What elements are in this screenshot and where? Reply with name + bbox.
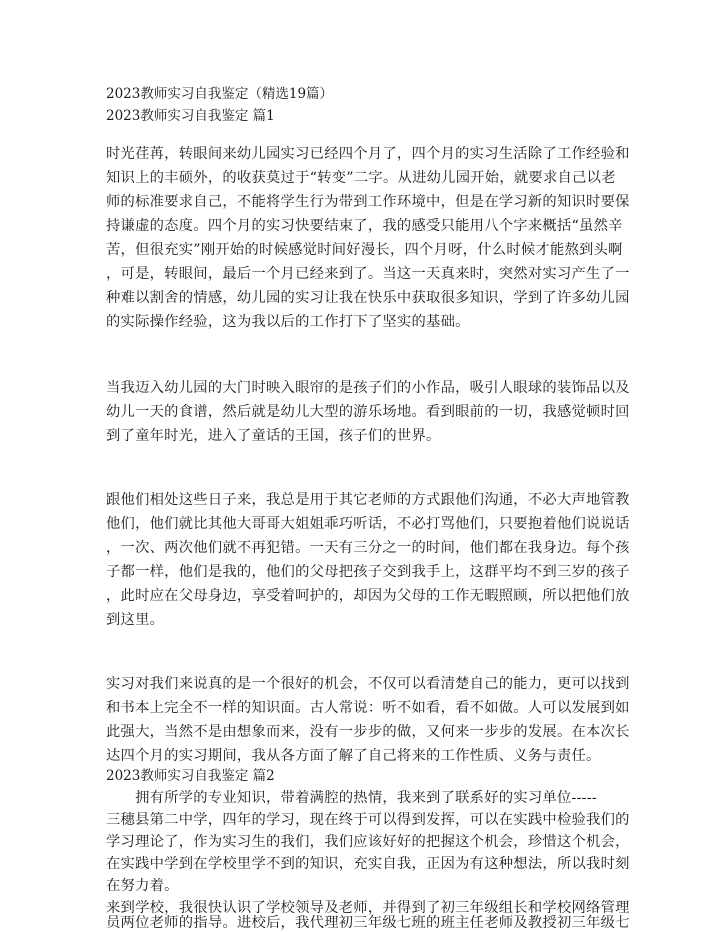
text-line: 知识上的丰硕外，的收获莫过于“转变”二字。从进幼儿园开始，就要求自己以老 [106,170,616,186]
text-line: 子都一样，他们是我的，他们的父母把孩子交到我手上，这群平均不到三岁的孩子 [106,564,630,580]
text-line: 幼儿一天的食谱，然后就是幼儿大型的游乐场地。看到眼前的一切，我感觉顿时回 [106,404,630,420]
text-line: 在实践中学到在学校里学不到的知识，充实自我，正因为有这种想法，所以我时刻 [106,856,630,872]
text-line: 三穗县第二中学，四年的学习，现在终于可以得到发挥，可以在实践中检验我们的 [106,812,630,828]
text-line: 员两位老师的指导。进校后，我代理初三年级七班的班主任老师及教授初三年级七 [106,915,630,931]
text-line: 种难以割舍的情感，幼儿园的实习让我在快乐中获取很多知识，学到了许多幼儿园 [106,290,630,306]
text-line: 到这里。 [106,612,165,628]
document-title: 2023教师实习自我鉴定（精选19篇） [106,86,334,102]
text-line: 在努力着。 [106,878,179,894]
text-line: ，此时应在父母身边，享受着呵护的，却因为父母的工作无暇照顾，所以把他们放 [106,588,630,604]
text-line: 和书本上完全不一样的知识面。古人常说：听不如看，看不如做。人可以发展到如 [106,700,630,716]
text-line: 拥有所学的专业知识，带着满腔的热情，我来到了联系好的实习单位----- [106,790,597,806]
text-line: 持谦虚的态度。四个月的实习快要结束了，我的感受只能用八个字来概括“虽然辛 [106,218,623,234]
text-line: 的实际操作经验，这为我以后的工作打下了坚实的基础。 [106,314,470,330]
section-heading-part2: 2023教师实习自我鉴定 篇2 [106,768,275,784]
text-line: 师的标准要求自己，不能将学生行为带到工作环境中，但是在学习新的知识时要保 [106,194,630,210]
section-heading-part1: 2023教师实习自我鉴定 篇1 [106,108,275,124]
text-line: 时光荏苒，转眼间来幼儿园实习已经四个月了，四个月的实习生活除了工作经验和 [106,146,630,162]
text-line: 当我迈入幼儿园的大门时映入眼帘的是孩子们的小作品，吸引人眼球的装饰品以及 [106,380,630,396]
text-line: 来到学校，我很快认识了学校领导及老师，并得到了初三年级组长和学校网络管理 [106,900,630,916]
text-line: 跟他们相处这些日子来，我总是用于其它老师的方式跟他们沟通，不必大声地管教 [106,492,630,508]
text-line: 学习理论了，作为实习生的我们，我们应该好好的把握这个机会，珍惜这个机会， [106,834,630,850]
text-line: 到了童年时光，进入了童话的王国，孩子们的世界。 [106,428,441,444]
text-line: ，可是，转眼间，最后一个月已经来到了。当这一天真来时，突然对实习产生了一 [106,266,630,282]
text-line: ，一次、两次他们就不再犯错。一天有三分之一的时间，他们都在我身边。每个孩 [106,540,630,556]
text-line: 此强大，当然不是由想象而来，没有一步步的做，又何来一步步的发展。在本次长 [106,724,630,740]
text-line: 苦，但很充实”刚开始的时候感觉时间好漫长，四个月呀，什么时候才能熬到头啊 [106,242,623,258]
text-line: 达四个月的实习期间，我从各方面了解了自己将来的工作性质、义务与责任。 [106,748,601,764]
text-line: 他们，他们就比其他大哥哥大姐姐乖巧听话，不必打骂他们，只要抱着他们说说话 [106,516,630,532]
text-line: 实习对我们来说真的是一个很好的机会，不仅可以看清楚自己的能力，更可以找到 [106,676,630,692]
